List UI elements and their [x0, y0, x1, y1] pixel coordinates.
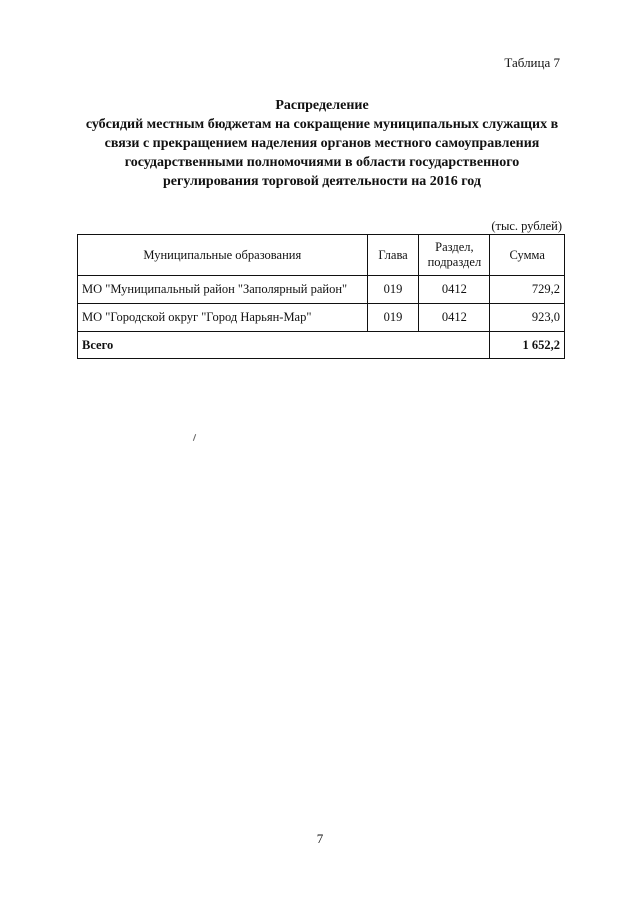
- cell-glava: 019: [367, 276, 419, 304]
- table-number-label: Таблица 7: [504, 55, 560, 70]
- cell-summa: 729,2: [490, 276, 565, 304]
- cell-mo: МО "Городской округ "Город Нарьян-Мар": [78, 304, 368, 332]
- page-number: 7: [316, 831, 324, 846]
- header-mo: Муниципальные образования: [78, 235, 368, 276]
- scan-artifact-mark: [193, 434, 196, 441]
- table-header-row: [78, 235, 565, 276]
- header-razdel: Раздел, подраздел: [419, 235, 490, 276]
- table-row: [78, 304, 565, 332]
- title-line: субсидий местным бюджетам на сокращение муниципальных служащих в: [85, 117, 559, 132]
- title-line: Распределение: [275, 98, 369, 113]
- cell-summa: 923,0: [490, 304, 565, 332]
- header-glava: Глава: [367, 235, 419, 276]
- distribution-table: [77, 234, 565, 359]
- total-summa: 1 652,2: [490, 332, 565, 359]
- units-label: (тыс. рублей): [491, 219, 562, 233]
- title-line: государственными полномочиями в области государственного: [124, 155, 520, 170]
- total-label: Всего: [78, 332, 490, 359]
- document-title: [78, 96, 566, 191]
- header-summa: Сумма: [490, 235, 565, 276]
- title-line: регулирования торговой деятельности на 2016 год: [162, 174, 481, 189]
- title-line: связи с прекращением наделения органов местного самоуправления: [104, 136, 540, 151]
- table-row: [78, 276, 565, 304]
- cell-mo: МО "Муниципальный район "Заполярный район": [78, 276, 368, 304]
- cell-razdel: 0412: [419, 276, 490, 304]
- total-row: [78, 332, 565, 359]
- cell-glava: 019: [367, 304, 419, 332]
- cell-razdel: 0412: [419, 304, 490, 332]
